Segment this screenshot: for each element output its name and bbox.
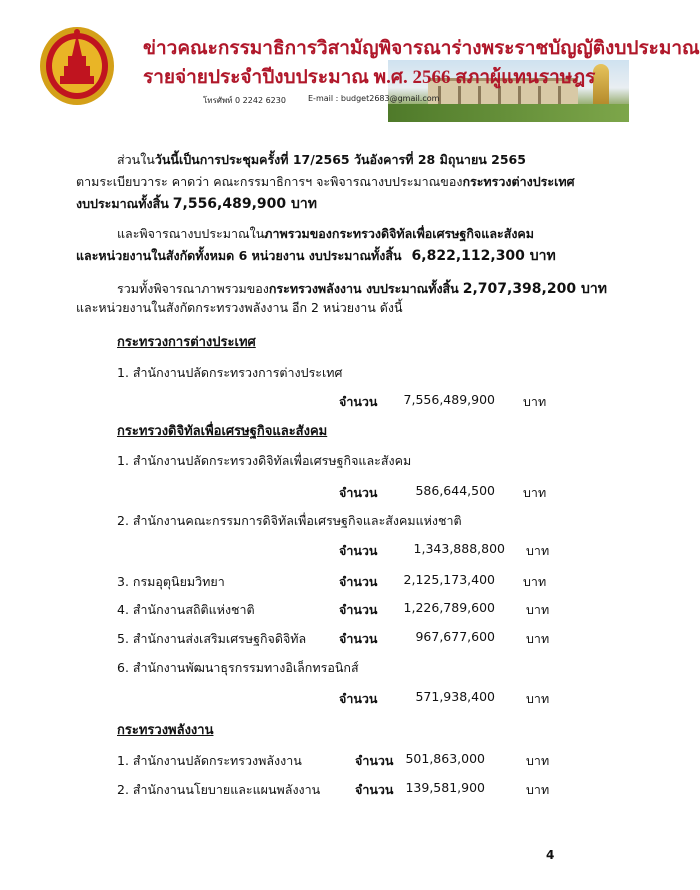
section-heading-foreign: กระทรวงการต่างประเทศ: [117, 335, 256, 350]
list-item: 1. สำนักงานปลัดกระทรวงพลังงาน: [117, 753, 302, 768]
amount-label: จำนวน: [339, 602, 378, 617]
intro-p2-line1: และพิจารณางบประมาณในภาพรวมของกระทรวงดิจิทัลเพื่อเศรษฐกิจและสังคม: [117, 226, 535, 241]
amount-label: จำนวน: [339, 394, 378, 409]
unit-label: บาท: [526, 753, 550, 768]
amount-value: 586,644,500: [415, 483, 495, 498]
list-item: 2. สำนักงานนโยบายและแผนพลังงาน: [117, 782, 321, 797]
amount-label: จำนวน: [339, 485, 378, 500]
header-email: E-mail : budget2683@gmail.com: [308, 94, 440, 103]
section-heading-energy: กระทรวงพลังงาน: [117, 723, 214, 738]
amount-label: จำนวน: [339, 543, 378, 558]
amount-label: จำนวน: [339, 631, 378, 646]
list-item: 2. สำนักงานคณะกรรมการดิจิทัลเพื่อเศรษฐกิจและสังคมแห่งชาติ: [117, 513, 462, 528]
unit-label: บาท: [523, 574, 547, 589]
unit-label: บาท: [526, 631, 550, 646]
unit-label: บาท: [526, 602, 550, 617]
amount-value: 7,556,489,900: [403, 392, 495, 407]
unit-label: บาท: [526, 782, 550, 797]
list-item: 6. สำนักงานพัฒนาธุรกรรมทางอิเล็กทรอนิกส์: [117, 660, 359, 675]
parliament-emblem-icon: [38, 22, 116, 106]
list-item: 1. สำนักงานปลัดกระทรวงการต่างประเทศ: [117, 365, 343, 380]
header-phone: โทรศัพท์ 0 2242 6230: [203, 96, 286, 105]
amount-value: 571,938,400: [415, 689, 495, 704]
intro-line2: ตามระเบียบวาระ คาดว่า คณะกรรมาธิการฯ จะพิจารณางบประมาณของกระทรวงต่างประเทศ: [76, 174, 575, 189]
amount-value: 2,125,173,400: [403, 572, 495, 587]
amount-value: 967,677,600: [415, 629, 495, 644]
page-header: [0, 0, 700, 118]
amount-label: จำนวน: [355, 753, 394, 768]
list-item: 3. กรมอุตุนิยมวิทยา: [117, 574, 225, 589]
amount-value: 1,343,888,800: [413, 541, 505, 556]
amount-value: 139,581,900: [405, 780, 485, 795]
intro-p2-line2: และหน่วยงานในสังกัดทั้งหมด 6 หน่วยงาน งบประมาณทั้งสิ้น 6,822,112,300 บาท: [76, 248, 556, 264]
page-number: 4: [546, 848, 555, 862]
list-item: 5. สำนักงานส่งเสริมเศรษฐกิจดิจิทัล: [117, 631, 307, 646]
intro-line1: ส่วนในวันนี้เป็นการประชุมครั้งที่ 17/2565 วันอังคารที่ 28 มิถุนายน 2565: [117, 152, 526, 167]
amount-value: 501,863,000: [405, 751, 485, 766]
header-title-line2: รายจ่ายประจำปีงบประมาณ พ.ศ. 2566 สภาผู้แทนราษฎร: [143, 67, 596, 88]
unit-label: บาท: [526, 691, 550, 706]
intro-p3-line1: รวมทั้งพิจารณาภาพรวมของกระทรวงพลังงาน งบประมาณทั้งสิ้น 2,707,398,200 บาท: [117, 281, 607, 297]
intro-line3: งบประมาณทั้งสิ้น 7,556,489,900 บาท: [76, 196, 317, 212]
header-title-line1: ข่าวคณะกรรมาธิการวิสามัญพิจารณาร่างพระราชบัญญัติงบประมาณ: [143, 38, 700, 59]
unit-label: บาท: [526, 543, 550, 558]
amount-label: จำนวน: [355, 782, 394, 797]
list-item: 1. สำนักงานปลัดกระทรวงดิจิทัลเพื่อเศรษฐกิจและสังคม: [117, 453, 412, 468]
section-heading-digital: กระทรวงดิจิทัลเพื่อเศรษฐกิจและสังคม: [117, 424, 328, 439]
intro-p3-line2: และหน่วยงานในสังกัดกระทรวงพลังงาน อีก 2 หน่วยงาน ดังนี้: [76, 300, 403, 315]
amount-label: จำนวน: [339, 574, 378, 589]
amount-value: 1,226,789,600: [403, 600, 495, 615]
amount-label: จำนวน: [339, 691, 378, 706]
unit-label: บาท: [523, 485, 547, 500]
unit-label: บาท: [523, 394, 547, 409]
list-item: 4. สำนักงานสถิติแห่งชาติ: [117, 602, 255, 617]
